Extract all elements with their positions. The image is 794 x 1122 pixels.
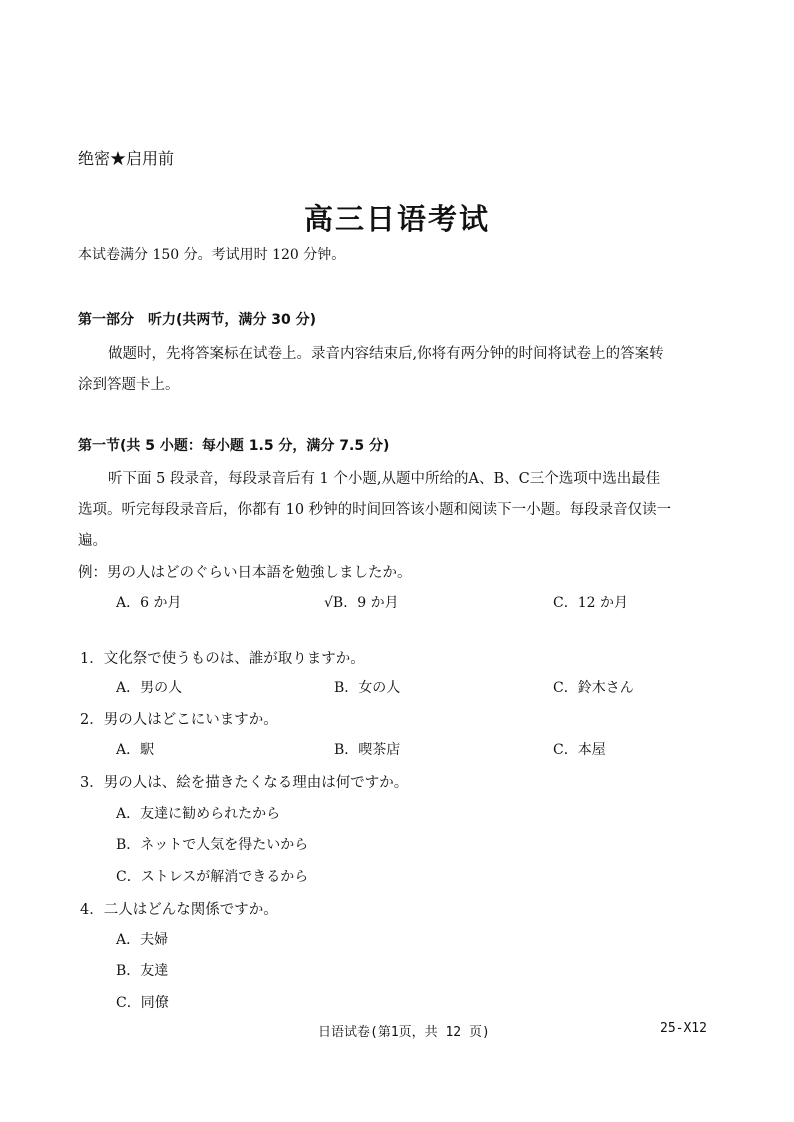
page-title: 高三日语考试 xyxy=(303,202,490,236)
question-4: 4．二人はどんな関係ですか。 xyxy=(80,902,278,918)
question-2-option-b: B．喫茶店 xyxy=(334,742,401,758)
question-2-option-c: C．本屋 xyxy=(553,742,606,758)
part1-instruction-line2: 涂到答题卡上。 xyxy=(78,377,180,393)
question-1-option-c: C．鈴木さん xyxy=(553,680,634,696)
part1-instruction-line1: 做题时，先将答案标在试卷上。录音内容结束后,你将有两分钟的时间将试卷上的答案转 xyxy=(108,346,664,362)
question-2-option-a: A．駅 xyxy=(116,742,155,758)
question-1-option-a: A．男の人 xyxy=(116,680,183,696)
question-2: 2．男の人はどこにいますか。 xyxy=(80,712,278,728)
question-4-option-b: B．友達 xyxy=(116,963,169,979)
question-4-option-a: A．夫婦 xyxy=(116,932,169,948)
secret-label: 绝密★启用前 xyxy=(78,149,175,168)
question-3-option-a: A．友達に勧められたから xyxy=(116,806,281,822)
question-1-option-b: B．女の人 xyxy=(334,680,401,696)
question-3: 3．男の人は、絵を描きたくなる理由は何ですか。 xyxy=(80,775,409,791)
part1-heading: 第一部分 听力(共两节，满分 30 分) xyxy=(78,312,317,328)
example-option-b: √B．9 か月 xyxy=(324,595,399,611)
question-4-option-c: C．同僚 xyxy=(116,995,169,1011)
section1-instruction-line3: 遍。 xyxy=(78,533,107,549)
section1-instruction-line2: 选项。听完每段录音后，你都有 10 秒钟的时间回答该小题和阅读下一小题。每段录音仅读一 xyxy=(78,502,672,518)
exam-intro: 本试卷满分 150 分。考试用时 120 分钟。 xyxy=(78,247,346,263)
section1-instruction-line1: 听下面 5 段录音，每段录音后有 1 个小题,从题中所给的A、B、C三个选项中选出最佳 xyxy=(108,471,661,487)
section1-heading: 第一节(共 5 小题：每小题 1.5 分，满分 7.5 分) xyxy=(78,438,390,454)
question-3-option-c: C．ストレスが解消できるから xyxy=(116,869,309,885)
example-option-c: C．12 か月 xyxy=(553,595,628,611)
example-option-a: A．6 か月 xyxy=(116,595,182,611)
question-3-option-b: B．ネットで人気を得たいから xyxy=(116,837,309,853)
example-question: 例：男の人はどのぐらい日本語を勉強しましたか。 xyxy=(78,565,412,581)
footer-code: 25-X12 xyxy=(660,1021,707,1036)
question-1: 1．文化祭で使うものは、誰が取りますか。 xyxy=(80,651,365,667)
footer-page-label: 日语试卷(第1页，共 12 页) xyxy=(318,1025,490,1040)
